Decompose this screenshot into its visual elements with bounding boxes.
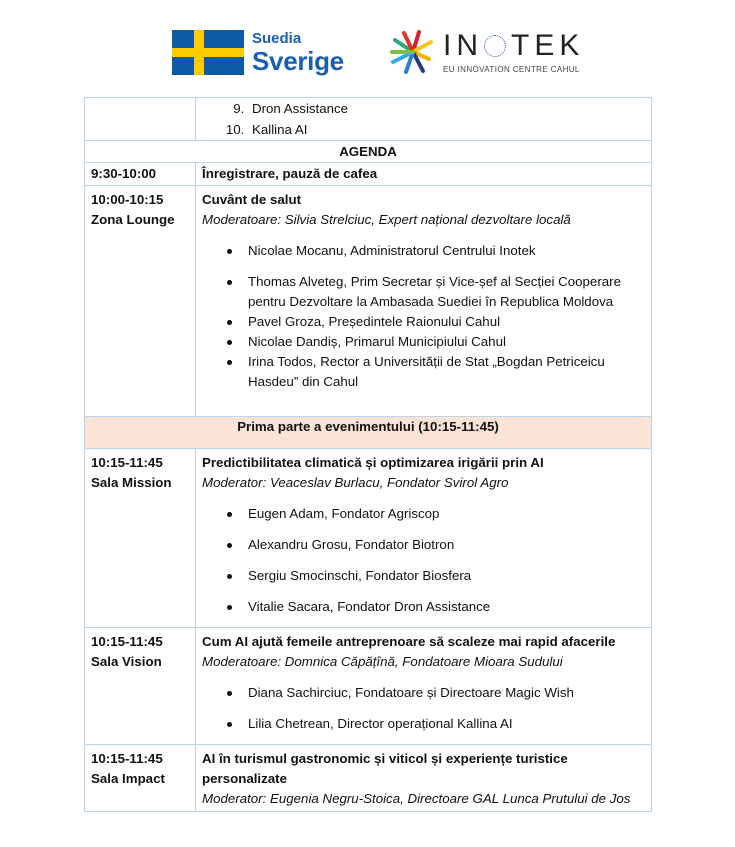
session-title: AI în turismul gastronomic și viticol și experiențe turistice personalizate — [202, 751, 568, 786]
table-row — [85, 186, 652, 417]
eu-stars-circle-icon — [484, 35, 506, 57]
agenda-table — [84, 97, 652, 812]
session-location: Zona Lounge — [91, 212, 175, 227]
sweden-logo-small-text: Suedia — [252, 30, 302, 47]
speaker-item: Lilia Chetrean, Director operațional Kallina AI — [248, 714, 645, 734]
table-row — [85, 163, 652, 186]
swedish-flag-icon — [172, 30, 244, 75]
speaker-item: Sergiu Smocinschi, Fondator Biosfera — [248, 566, 645, 586]
speaker-item: Pavel Groza, Președintele Raionului Cahul — [248, 312, 645, 332]
speaker-item: Alexandru Grosu, Fondator Biotron — [248, 535, 645, 555]
speaker-list — [202, 683, 645, 734]
table-row — [85, 628, 652, 745]
table-row — [85, 745, 652, 812]
agenda-heading-row — [85, 141, 652, 163]
inotek-subtitle: EU INNOVATION CENTRE CAHUL — [443, 64, 580, 74]
speaker-item: Nicolae Mocanu, Administratorul Centrului Inotek — [248, 241, 645, 261]
session-time: 10:15-11:45 — [91, 455, 163, 470]
session-location: Sala Mission — [91, 475, 172, 490]
partner-item: 9. Dron Assistance — [248, 98, 651, 119]
session-moderator: Moderator: Veaceslav Burlacu, Fondator Svirol Agro — [202, 475, 509, 490]
session-time: 10:00-10:15 — [91, 192, 164, 207]
partners-list — [196, 98, 651, 140]
inotek-burst-icon — [389, 28, 437, 76]
session-title: Cum AI ajută femeile antreprenoare să scaleze mai rapid afacerile — [202, 634, 616, 649]
table-row — [85, 449, 652, 628]
session-location: Sala Impact — [91, 771, 165, 786]
session-moderator: Moderatoare: Silvia Strelciuc, Expert național dezvoltare locală — [202, 212, 571, 227]
session-moderator: Moderator: Eugenia Negru-Stoica, Directoare GAL Lunca Prutului de Jos — [202, 791, 631, 806]
session-location: Sala Vision — [91, 654, 162, 669]
speaker-item: Eugen Adam, Fondator Agriscop — [248, 504, 645, 524]
session-title: Predictibilitatea climatică și optimizarea irigării prin AI — [202, 455, 544, 470]
sweden-logo — [172, 30, 344, 75]
session-moderator: Moderatoare: Domnica Căpățînă, Fondatoare Mioara Sudului — [202, 654, 563, 669]
session-time: 9:30-10:00 — [91, 166, 157, 181]
speaker-list — [202, 241, 645, 392]
section-heading: Prima parte a evenimentului (10:15-11:45) — [85, 417, 652, 449]
speaker-list — [202, 504, 645, 617]
agenda-heading: AGENDA — [339, 144, 397, 159]
speaker-item: Vitalie Sacara, Fondator Dron Assistance — [248, 597, 645, 617]
partners-row — [85, 98, 652, 141]
section-row — [85, 417, 652, 449]
partner-item: 10. Kallina AI — [248, 119, 651, 140]
session-time: 10:15-11:45 — [91, 751, 163, 766]
inotek-wordmark: IN TEK — [443, 28, 585, 62]
speaker-item: Diana Sachirciuc, Fondatoare și Directoare Magic Wish — [248, 683, 645, 703]
speaker-item: Thomas Alveteg, Prim Secretar și Vice-șef al Secției Cooperare pentru Dezvoltare la Ambasada Suediei în Republica Moldova — [248, 272, 645, 312]
speaker-item: Irina Todos, Rector a Universității de Stat „Bogdan Petriceicu Hasdeu” din Cahul — [248, 352, 645, 392]
sweden-logo-big-text: Sverige — [252, 46, 344, 76]
page-header — [0, 0, 735, 95]
inotek-logo — [389, 28, 584, 76]
session-title: Înregistrare, pauză de cafea — [202, 166, 378, 181]
session-title: Cuvânt de salut — [202, 192, 302, 207]
speaker-item: Nicolae Dandiș, Primarul Municipiului Cahul — [248, 332, 645, 352]
session-time: 10:15-11:45 — [91, 634, 163, 649]
